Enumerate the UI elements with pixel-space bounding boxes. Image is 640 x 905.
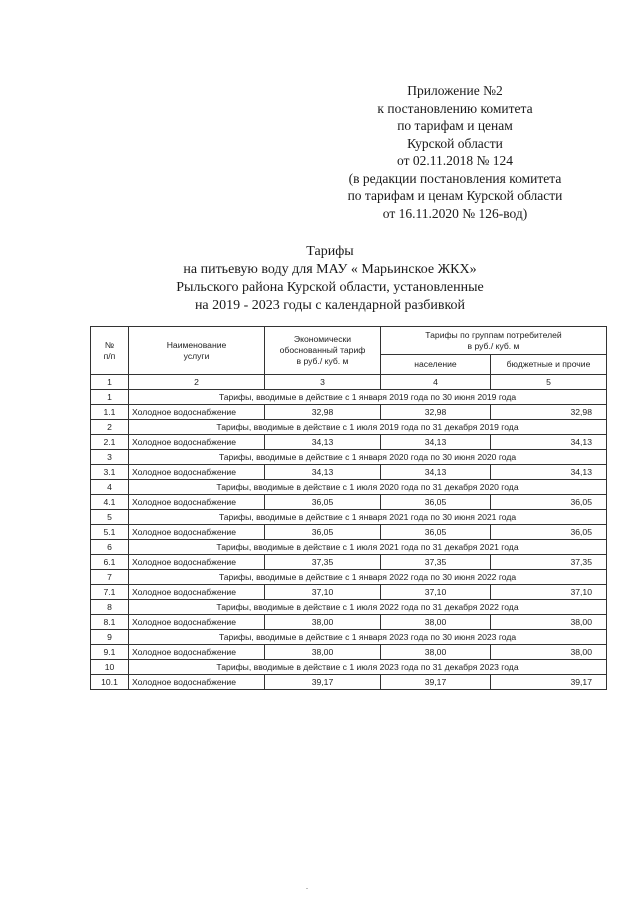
annex-line: к постановлению комитета (377, 100, 533, 116)
tariff-row (91, 405, 607, 420)
period-row (91, 660, 607, 675)
tariff-row (91, 615, 607, 630)
footer-mark: . (306, 882, 308, 891)
annex-block (330, 82, 580, 222)
service-name: Холодное водоснабжение (129, 675, 265, 690)
title-line: Рыльского района Курской области, установленные (176, 280, 484, 295)
period-row (91, 450, 607, 465)
header-service-name: Наименование услуги (129, 327, 265, 375)
population-tariff-value: 36,05 (381, 495, 491, 510)
annex-line: от 16.11.2020 № 126-вод) (382, 205, 528, 221)
service-name: Холодное водоснабжение (129, 495, 265, 510)
item-number: 9.1 (91, 645, 129, 660)
period-row (91, 540, 607, 555)
tariff-table-body (91, 390, 607, 690)
population-tariff-value: 34,13 (381, 465, 491, 480)
budget-tariff-value: 32,98 (491, 405, 607, 420)
budget-tariff-value: 38,00 (491, 615, 607, 630)
budget-tariff-value: 36,05 (491, 495, 607, 510)
population-tariff-value: 38,00 (381, 645, 491, 660)
tariff-row (91, 525, 607, 540)
tariff-table (90, 326, 607, 690)
tariff-row (91, 465, 607, 480)
item-number: 6.1 (91, 555, 129, 570)
item-number: 8.1 (91, 615, 129, 630)
period-number: 10 (91, 660, 129, 675)
period-row (91, 570, 607, 585)
service-name: Холодное водоснабжение (129, 405, 265, 420)
period-label: Тарифы, вводимые в действие с 1 января 2019 года по 30 июня 2019 года (129, 390, 607, 405)
econ-tariff-value: 38,00 (265, 615, 381, 630)
econ-tariff-value: 36,05 (265, 495, 381, 510)
budget-tariff-value: 34,13 (491, 465, 607, 480)
econ-tariff-value: 34,13 (265, 465, 381, 480)
item-number: 5.1 (91, 525, 129, 540)
budget-tariff-value: 39,17 (491, 675, 607, 690)
title-line: Тарифы (306, 244, 354, 259)
header-econ-tariff: Экономически обоснованный тариф в руб./ куб. м (265, 327, 381, 375)
service-name: Холодное водоснабжение (129, 435, 265, 450)
period-number: 2 (91, 420, 129, 435)
period-number: 5 (91, 510, 129, 525)
econ-tariff-value: 32,98 (265, 405, 381, 420)
period-row (91, 600, 607, 615)
col-number-5: 5 (491, 375, 607, 390)
period-label: Тарифы, вводимые в действие с 1 января 2022 года по 30 июня 2022 года (129, 570, 607, 585)
item-number: 4.1 (91, 495, 129, 510)
tariff-row (91, 495, 607, 510)
econ-tariff-value: 38,00 (265, 645, 381, 660)
service-name: Холодное водоснабжение (129, 525, 265, 540)
annex-line: (в редакции постановления комитета (348, 170, 562, 186)
tariff-row (91, 555, 607, 570)
annex-line: по тарифам и ценам (397, 118, 513, 133)
econ-tariff-value: 36,05 (265, 525, 381, 540)
period-row (91, 510, 607, 525)
period-row (91, 480, 607, 495)
population-tariff-value: 36,05 (381, 525, 491, 540)
econ-tariff-value: 39,17 (265, 675, 381, 690)
budget-tariff-value: 37,10 (491, 585, 607, 600)
tariff-row (91, 585, 607, 600)
period-row (91, 630, 607, 645)
budget-tariff-value: 38,00 (491, 645, 607, 660)
header-consumer-groups: Тарифы по группам потребителей в руб./ куб. м (381, 327, 607, 355)
tariff-row (91, 435, 607, 450)
period-number: 6 (91, 540, 129, 555)
item-number: 10.1 (91, 675, 129, 690)
header-population: население (381, 355, 491, 375)
col-number-2: 2 (129, 375, 265, 390)
period-number: 3 (91, 450, 129, 465)
period-number: 4 (91, 480, 129, 495)
annex-line: по тарифам и ценам Курской области (347, 188, 563, 203)
period-number: 9 (91, 630, 129, 645)
item-number: 2.1 (91, 435, 129, 450)
col-number-4: 4 (381, 375, 491, 390)
period-label: Тарифы, вводимые в действие с 1 января 2020 года по 30 июня 2020 года (129, 450, 607, 465)
econ-tariff-value: 34,13 (265, 435, 381, 450)
item-number: 3.1 (91, 465, 129, 480)
item-number: 1.1 (91, 405, 129, 420)
annex-line: Приложение №2 (407, 83, 503, 98)
header-num: № п/п (91, 327, 129, 375)
annex-line: от 02.11.2018 № 124 (397, 153, 513, 168)
tariff-row (91, 675, 607, 690)
budget-tariff-value: 34,13 (491, 435, 607, 450)
period-label: Тарифы, вводимые в действие с 1 января 2021 года по 30 июня 2021 года (129, 510, 607, 525)
period-row (91, 420, 607, 435)
population-tariff-value: 32,98 (381, 405, 491, 420)
period-number: 1 (91, 390, 129, 405)
period-label: Тарифы, вводимые в действие с 1 июля 2021 года по 31 декабря 2021 года (129, 540, 607, 555)
service-name: Холодное водоснабжение (129, 585, 265, 600)
population-tariff-value: 37,10 (381, 585, 491, 600)
population-tariff-value: 38,00 (381, 615, 491, 630)
document-title (120, 243, 540, 315)
period-label: Тарифы, вводимые в действие с 1 июля 2020 года по 31 декабря 2020 года (129, 480, 607, 495)
col-number-3: 3 (265, 375, 381, 390)
service-name: Холодное водоснабжение (129, 555, 265, 570)
budget-tariff-value: 36,05 (491, 525, 607, 540)
econ-tariff-value: 37,10 (265, 585, 381, 600)
title-line: на 2019 - 2023 годы с календарной разбивкой (194, 298, 466, 313)
service-name: Холодное водоснабжение (129, 645, 265, 660)
service-name: Холодное водоснабжение (129, 615, 265, 630)
budget-tariff-value: 37,35 (491, 555, 607, 570)
period-label: Тарифы, вводимые в действие с 1 июля 2022 года по 31 декабря 2022 года (129, 600, 607, 615)
population-tariff-value: 39,17 (381, 675, 491, 690)
econ-tariff-value: 37,35 (265, 555, 381, 570)
period-number: 7 (91, 570, 129, 585)
period-row (91, 390, 607, 405)
period-label: Тарифы, вводимые в действие с 1 января 2023 года по 30 июня 2023 года (129, 630, 607, 645)
period-label: Тарифы, вводимые в действие с 1 июля 2023 года по 31 декабря 2023 года (129, 660, 607, 675)
title-line: на питьевую воду для МАУ « Марьинское ЖКХ» (183, 262, 477, 277)
population-tariff-value: 37,35 (381, 555, 491, 570)
service-name: Холодное водоснабжение (129, 465, 265, 480)
col-number-1: 1 (91, 375, 129, 390)
annex-line: Курской области (407, 135, 503, 151)
header-budget: бюджетные и прочие (491, 355, 607, 375)
population-tariff-value: 34,13 (381, 435, 491, 450)
item-number: 7.1 (91, 585, 129, 600)
period-number: 8 (91, 600, 129, 615)
period-label: Тарифы, вводимые в действие с 1 июля 2019 года по 31 декабря 2019 года (129, 420, 607, 435)
tariff-row (91, 645, 607, 660)
